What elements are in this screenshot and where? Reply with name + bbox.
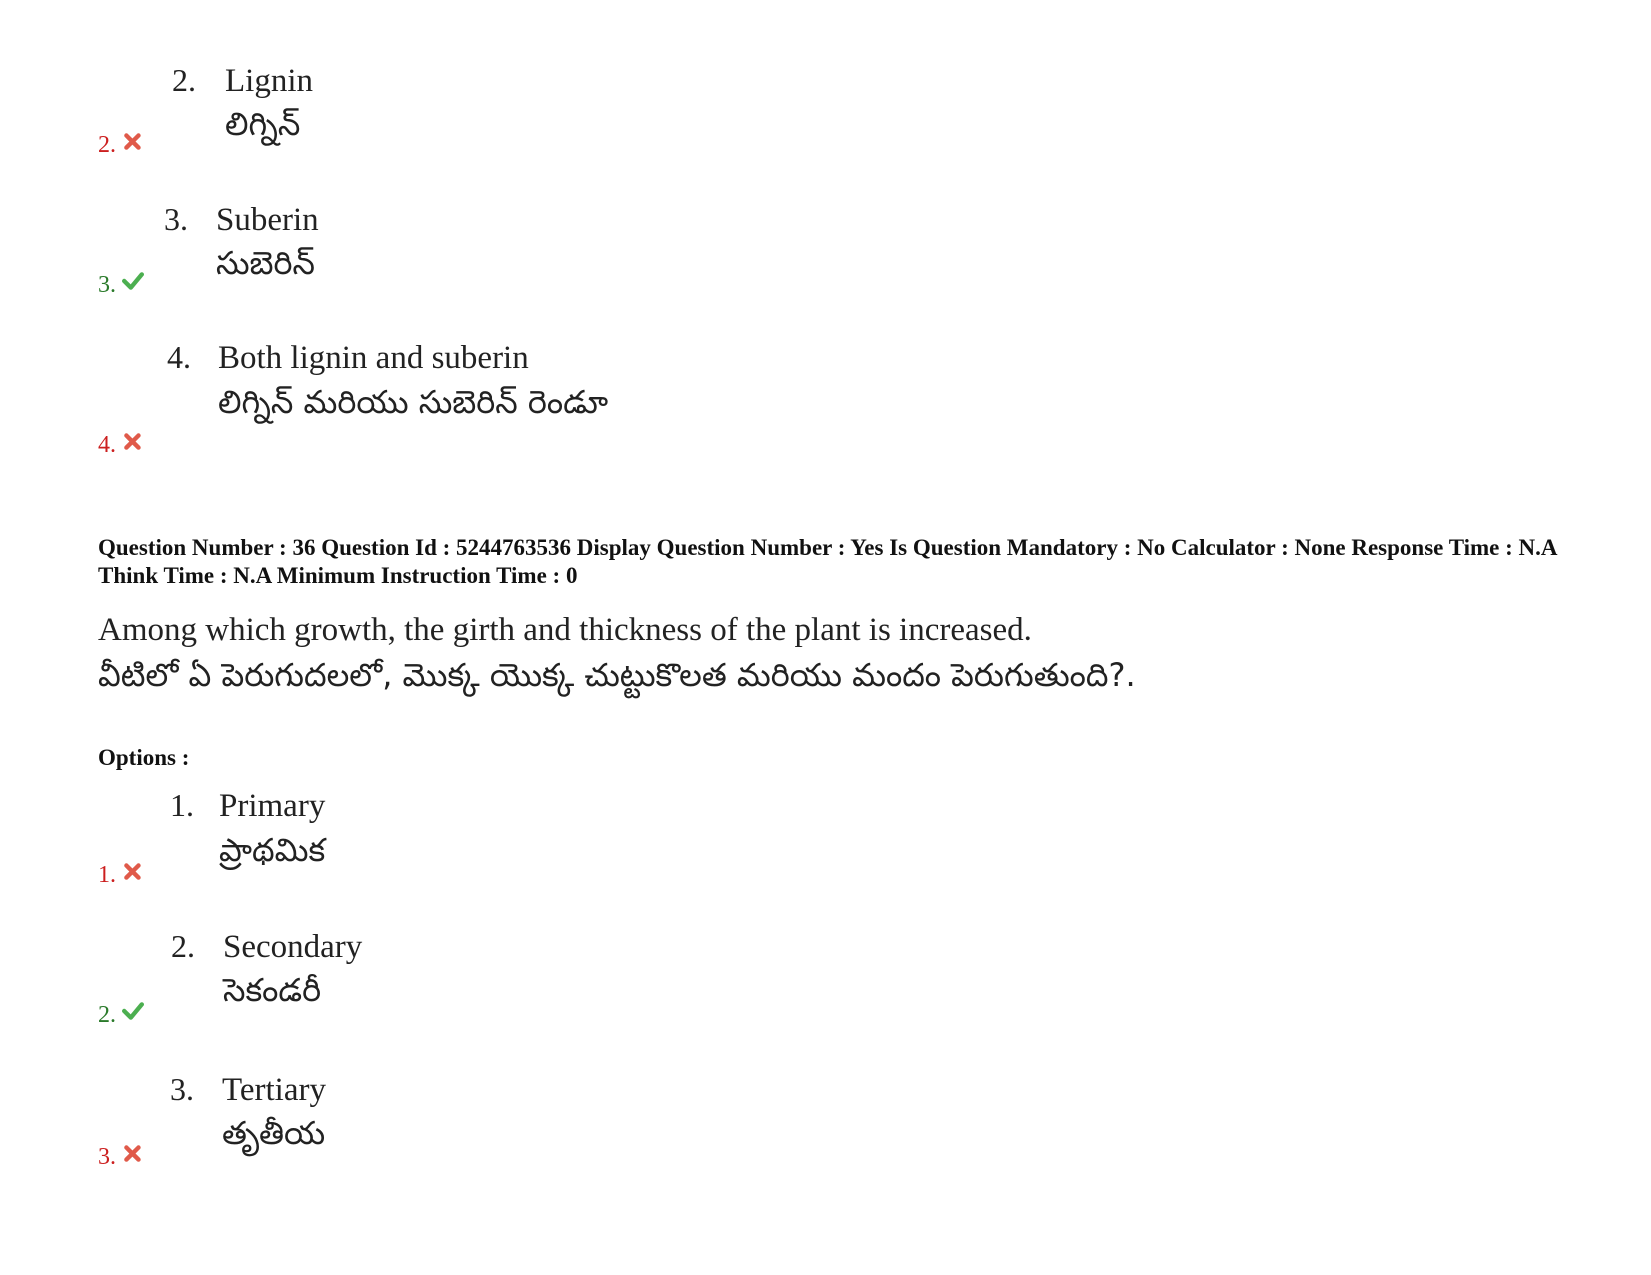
option-marker: 4. (98, 430, 144, 458)
question-text-telugu: వీటిలో ఏ పెరుగుదలలో, మొక్క యొక్క చుట్టుకొలత మరియు మందం పెరుగుతుంది?. (98, 656, 1136, 694)
option-text-english: Secondary (223, 929, 363, 965)
option-number: 2. (171, 928, 195, 964)
option-text-telugu: సుబెరిన్ (216, 244, 315, 282)
cross-icon (122, 430, 144, 452)
cross-icon (122, 130, 144, 152)
check-icon (122, 1000, 144, 1022)
option-marker: 2. (98, 130, 144, 158)
option-text-telugu: ప్రాథమిక (219, 831, 326, 869)
question-meta: Question Number : 36 Question Id : 5244763536 Display Question Number : Yes Is Question Mandatory : No Calculator : None Response Time : N.A Think Time : N.A Minimum Instruction Time : 0 (98, 535, 1557, 588)
option-number: 3. (164, 201, 188, 237)
options-label: Options : (98, 745, 190, 770)
option-text-english: Lignin (225, 63, 313, 99)
option-number: 4. (167, 339, 191, 375)
option-text-english: Suberin (216, 202, 319, 238)
option-text-english: Both lignin and suberin (218, 340, 529, 376)
option-text-telugu: తృతీయ (222, 1114, 326, 1152)
check-icon (122, 270, 144, 292)
option-number: 3. (170, 1071, 194, 1107)
option-marker: 3. (98, 270, 144, 298)
option-text-telugu: లిగ్నిన్ (225, 105, 301, 143)
option-text-telugu: సెకండరీ (223, 971, 322, 1009)
option-text-telugu: లిగ్నిన్ మరియు సుబెరిన్ రెండూ (218, 383, 609, 421)
cross-icon (122, 860, 144, 882)
cross-icon (122, 1142, 144, 1164)
question-text-english: Among which growth, the girth and thickness of the plant is increased. (98, 612, 1032, 648)
option-text-english: Primary (219, 788, 326, 824)
option-number: 1. (170, 787, 194, 823)
option-text-english: Tertiary (222, 1072, 326, 1108)
option-marker: 1. (98, 860, 144, 888)
option-number: 2. (172, 62, 196, 98)
option-marker: 3. (98, 1142, 144, 1170)
option-marker: 2. (98, 1000, 144, 1028)
